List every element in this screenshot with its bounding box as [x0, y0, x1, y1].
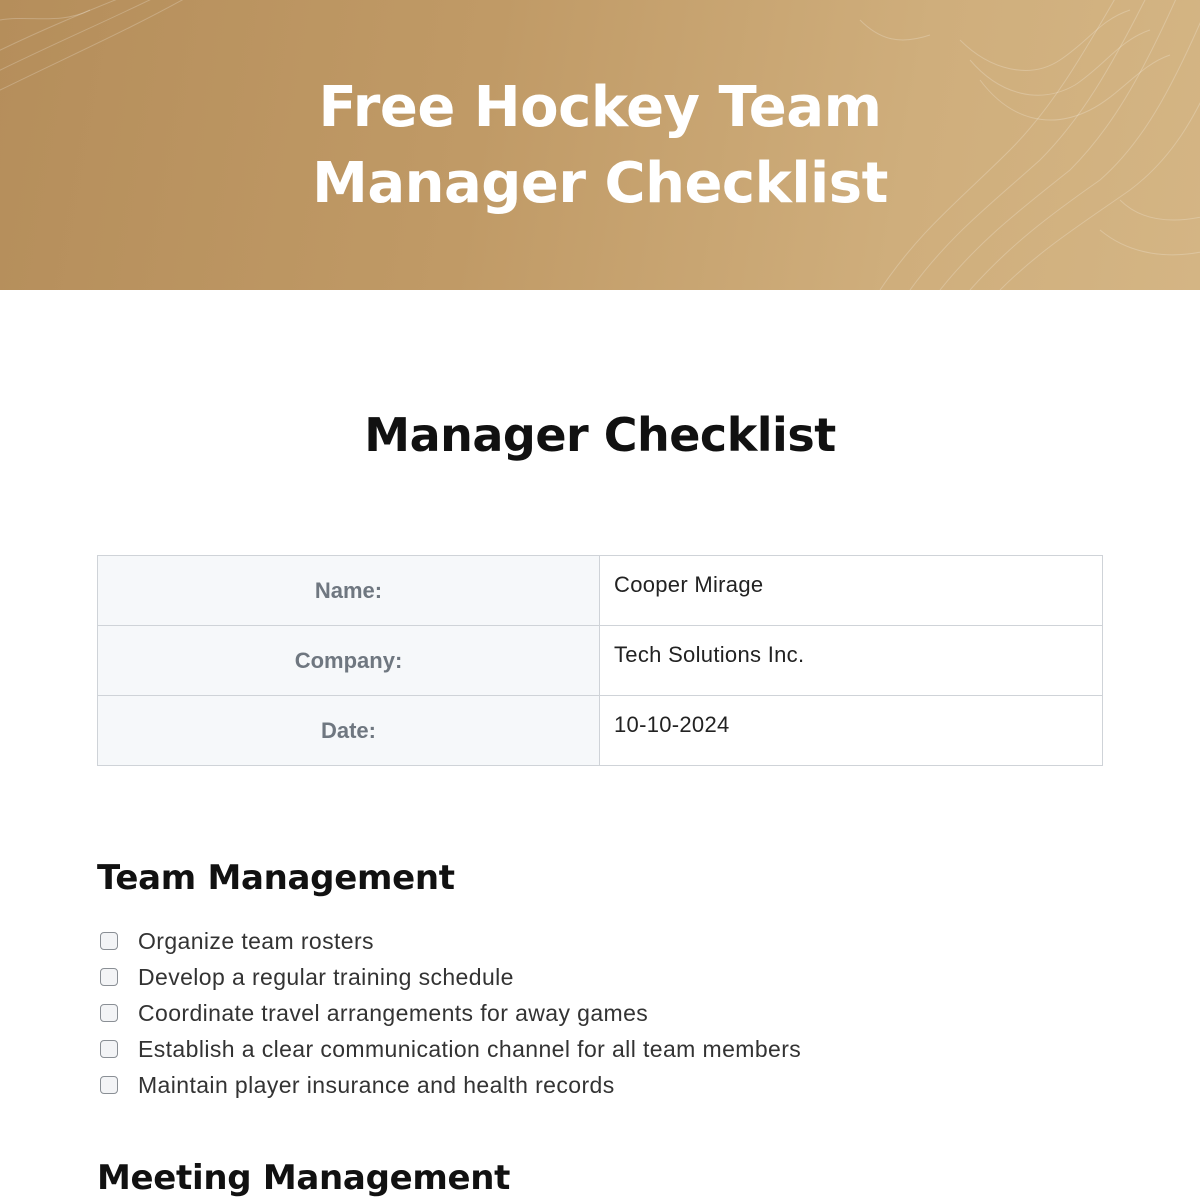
date-value[interactable]: 10-10-2024 — [600, 696, 1103, 766]
checkbox[interactable] — [100, 932, 118, 950]
banner-title-line-1: Free Hockey Team — [318, 75, 882, 140]
checklist-item — [100, 995, 801, 1031]
checklist-item — [100, 1031, 801, 1067]
checklist-item — [100, 1067, 801, 1103]
checklist-item-text: Organize team rosters — [138, 927, 374, 954]
info-row-date — [98, 696, 1103, 766]
checkbox[interactable] — [100, 1004, 118, 1022]
name-label: Name: — [98, 556, 600, 626]
checklist-item-text: Develop a regular training schedule — [138, 963, 514, 990]
checklist-item-text: Maintain player insurance and health records — [138, 1071, 615, 1098]
section-heading-meeting-management: Meeting Management — [97, 1158, 511, 1198]
checklist-item-text: Establish a clear communication channel for all team members — [138, 1035, 802, 1062]
header-banner — [0, 0, 1200, 290]
info-row-company — [98, 626, 1103, 696]
banner-title — [0, 70, 1200, 222]
section-heading-team-management: Team Management — [97, 858, 455, 898]
checklist-item — [100, 923, 801, 959]
info-table — [97, 555, 1103, 766]
document-title: Manager Checklist — [364, 408, 836, 462]
checkbox[interactable] — [100, 1076, 118, 1094]
company-value[interactable]: Tech Solutions Inc. — [600, 626, 1103, 696]
name-value[interactable]: Cooper Mirage — [600, 556, 1103, 626]
info-row-name — [98, 556, 1103, 626]
checklist-item — [100, 959, 801, 995]
checkbox[interactable] — [100, 1040, 118, 1058]
team-management-checklist — [100, 923, 801, 1103]
banner-title-line-2: Manager Checklist — [312, 151, 888, 216]
checkbox[interactable] — [100, 968, 118, 986]
date-label: Date: — [98, 696, 600, 766]
company-label: Company: — [98, 626, 600, 696]
checklist-item-text: Coordinate travel arrangements for away games — [138, 999, 649, 1026]
